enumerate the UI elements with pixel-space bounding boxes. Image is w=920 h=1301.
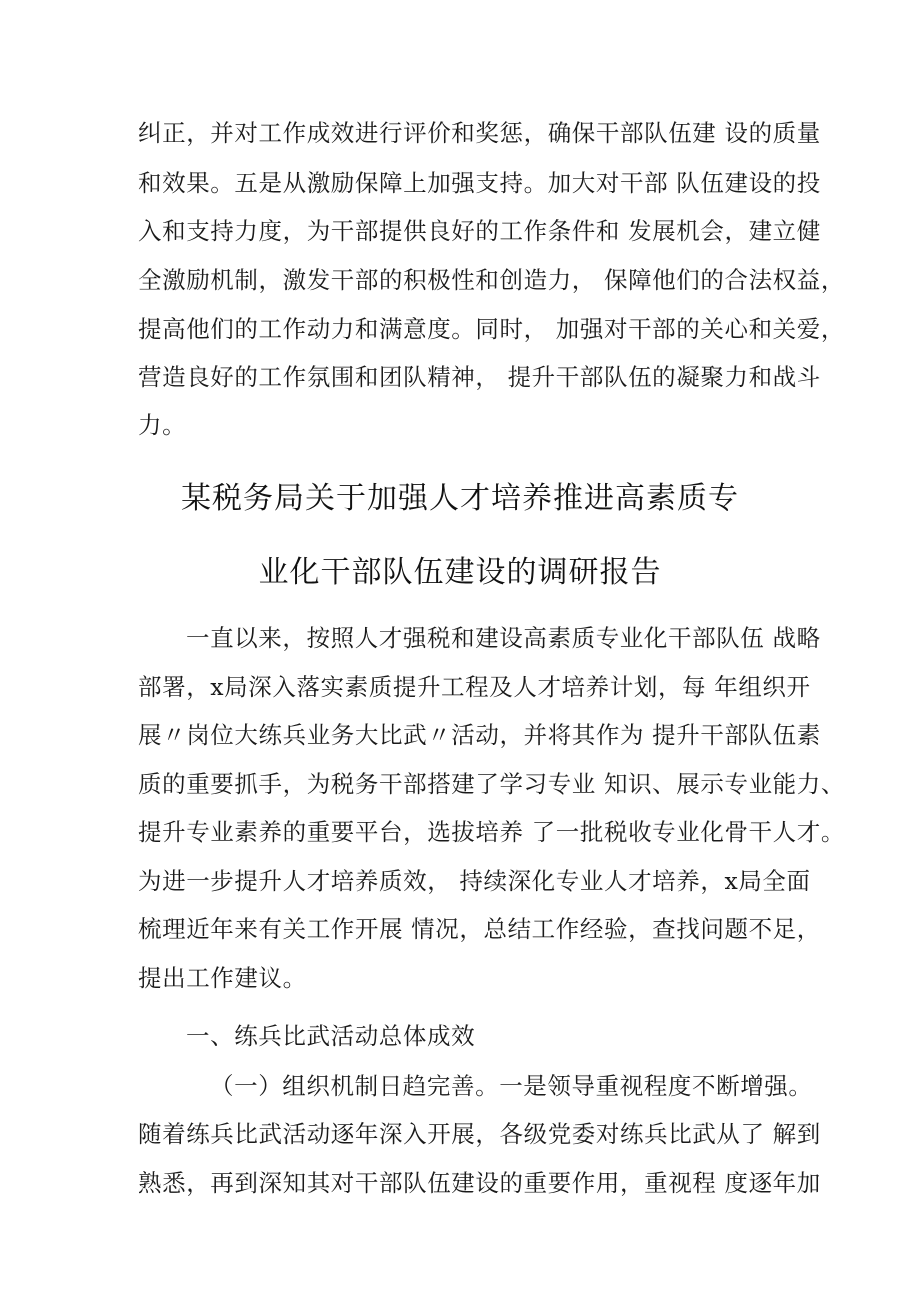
body-text-line: 力。	[138, 411, 187, 439]
body-text-line: 纠正，并对工作成效进行评价和奖惩，确保干部队伍建 设的质量	[138, 119, 821, 147]
intro-text-line: 为进一步提升人才培养质效， 持续深化专业人才培养，x局全面	[138, 867, 811, 895]
report-title-line-1: 某税务局关于加强人才培养推进高素质专	[181, 481, 739, 516]
body-text-line: 熟悉，再到深知其对干部队伍建设的重要作用，重视程 度逐年加	[138, 1169, 821, 1197]
body-text-line: 全激励机制，激发干部的积极性和创造力， 保障他们的合法权益，	[138, 266, 845, 294]
intro-text-line: 一直以来，按照人才强税和建设高素质专业化干部队伍 战略	[186, 624, 821, 652]
report-title-line-2: 业化干部队伍建设的调研报告	[258, 555, 662, 590]
body-text-line: 随着练兵比武活动逐年深入开展，各级党委对练兵比武从了 解到	[138, 1120, 821, 1148]
intro-text-line: 提升专业素养的重要平台，选拔培养 了一批税收专业化骨干人才。	[138, 818, 845, 846]
section-heading: 一、练兵比武活动总体成效	[186, 1022, 476, 1050]
body-text-line: 入和支持力度，为干部提供良好的工作条件和 发展机会，建立健	[138, 217, 821, 245]
subsection-heading: （一）组织机制日趋完善。一是领导重视程度不断增强。	[210, 1072, 813, 1100]
body-text-line: 提高他们的工作动力和满意度。同时， 加强对干部的关心和关爱，	[138, 315, 845, 343]
intro-text-line: 部署，x局深入落实素质提升工程及人才培养计划，每 年组织开	[138, 673, 811, 701]
intro-text-line: 梳理近年来有关工作开展 情况，总结工作经验，查找问题不足，	[138, 915, 821, 943]
intro-text-line: 展〃岗位大练兵业务大比武〃活动，并将其作为 提升干部队伍素	[138, 721, 821, 749]
body-text-line: 和效果。五是从激励保障上加强支持。加大对干部 队伍建设的投	[138, 169, 821, 197]
intro-text-line: 提出工作建议。	[138, 964, 307, 992]
body-text-line: 营造良好的工作氛围和团队精神， 提升干部队伍的凝聚力和战斗	[138, 363, 821, 391]
intro-text-line: 质的重要抓手，为税务干部搭建了学习专业 知识、展示专业能力、	[138, 770, 845, 798]
